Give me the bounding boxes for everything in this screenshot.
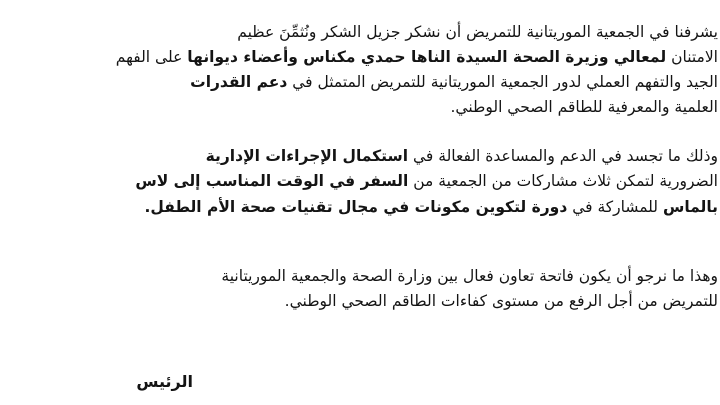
bold-text-run: لمعالي وزيرة الصحة السيدة الناها حمدي مكناس وأعضاء ديوانها — [187, 48, 667, 66]
text-line — [237, 22, 718, 42]
bold-text-run: وهذا ما نرجو أن يكون فاتحة تعاون فعال بين وزارة الصحة والجمعية الموريتانية — [221, 267, 718, 285]
bold-text-run: العلمية والمعرفية للطاقم الصحي الوطني. — [450, 98, 718, 116]
text-run: الجيد والتفهم العملي لدور الجمعية الموريتانية للتمريض المتمثل في — [287, 73, 718, 91]
text-run: يشرفنا في الجمعية الموريتانية للتمريض أن نشكر جزيل الشكر ونُثمِّنَ عظيم — [237, 23, 718, 41]
bold-text-run: بالماس — [662, 198, 718, 216]
text-run: الضرورية لتمكن ثلاث مشاركات من الجمعية من — [408, 172, 718, 190]
text-run: وذلك ما تجسد في الدعم والمساعدة الفعالة في — [408, 147, 718, 165]
bold-text-run: دعم القدرات — [190, 73, 288, 91]
text-line — [285, 291, 718, 311]
text-line — [116, 47, 718, 67]
text-line — [135, 171, 718, 191]
bold-text-run: دورة لتكوين مكونات في مجال تقنيات صحة الأم الطفل. — [144, 198, 568, 216]
text-line — [190, 72, 718, 92]
text-line — [221, 266, 718, 286]
text-line — [450, 97, 718, 117]
text-run: على الفهم — [115, 48, 188, 66]
bold-text-run: استكمال الإجراءات الإدارية — [205, 147, 409, 165]
text-run: للمشاركة في — [567, 198, 663, 216]
text-line — [144, 197, 718, 217]
text-run: الامتنان — [666, 48, 718, 66]
bold-text-run: للتمريض من أجل الرفع من مستوى كفاءات الطاقم الصحي الوطني. — [284, 292, 718, 310]
signature-title: الرئيس — [136, 372, 193, 391]
bold-text-run: السفر في الوقت المناسب إلى لاس — [135, 172, 409, 190]
text-line — [206, 146, 718, 166]
